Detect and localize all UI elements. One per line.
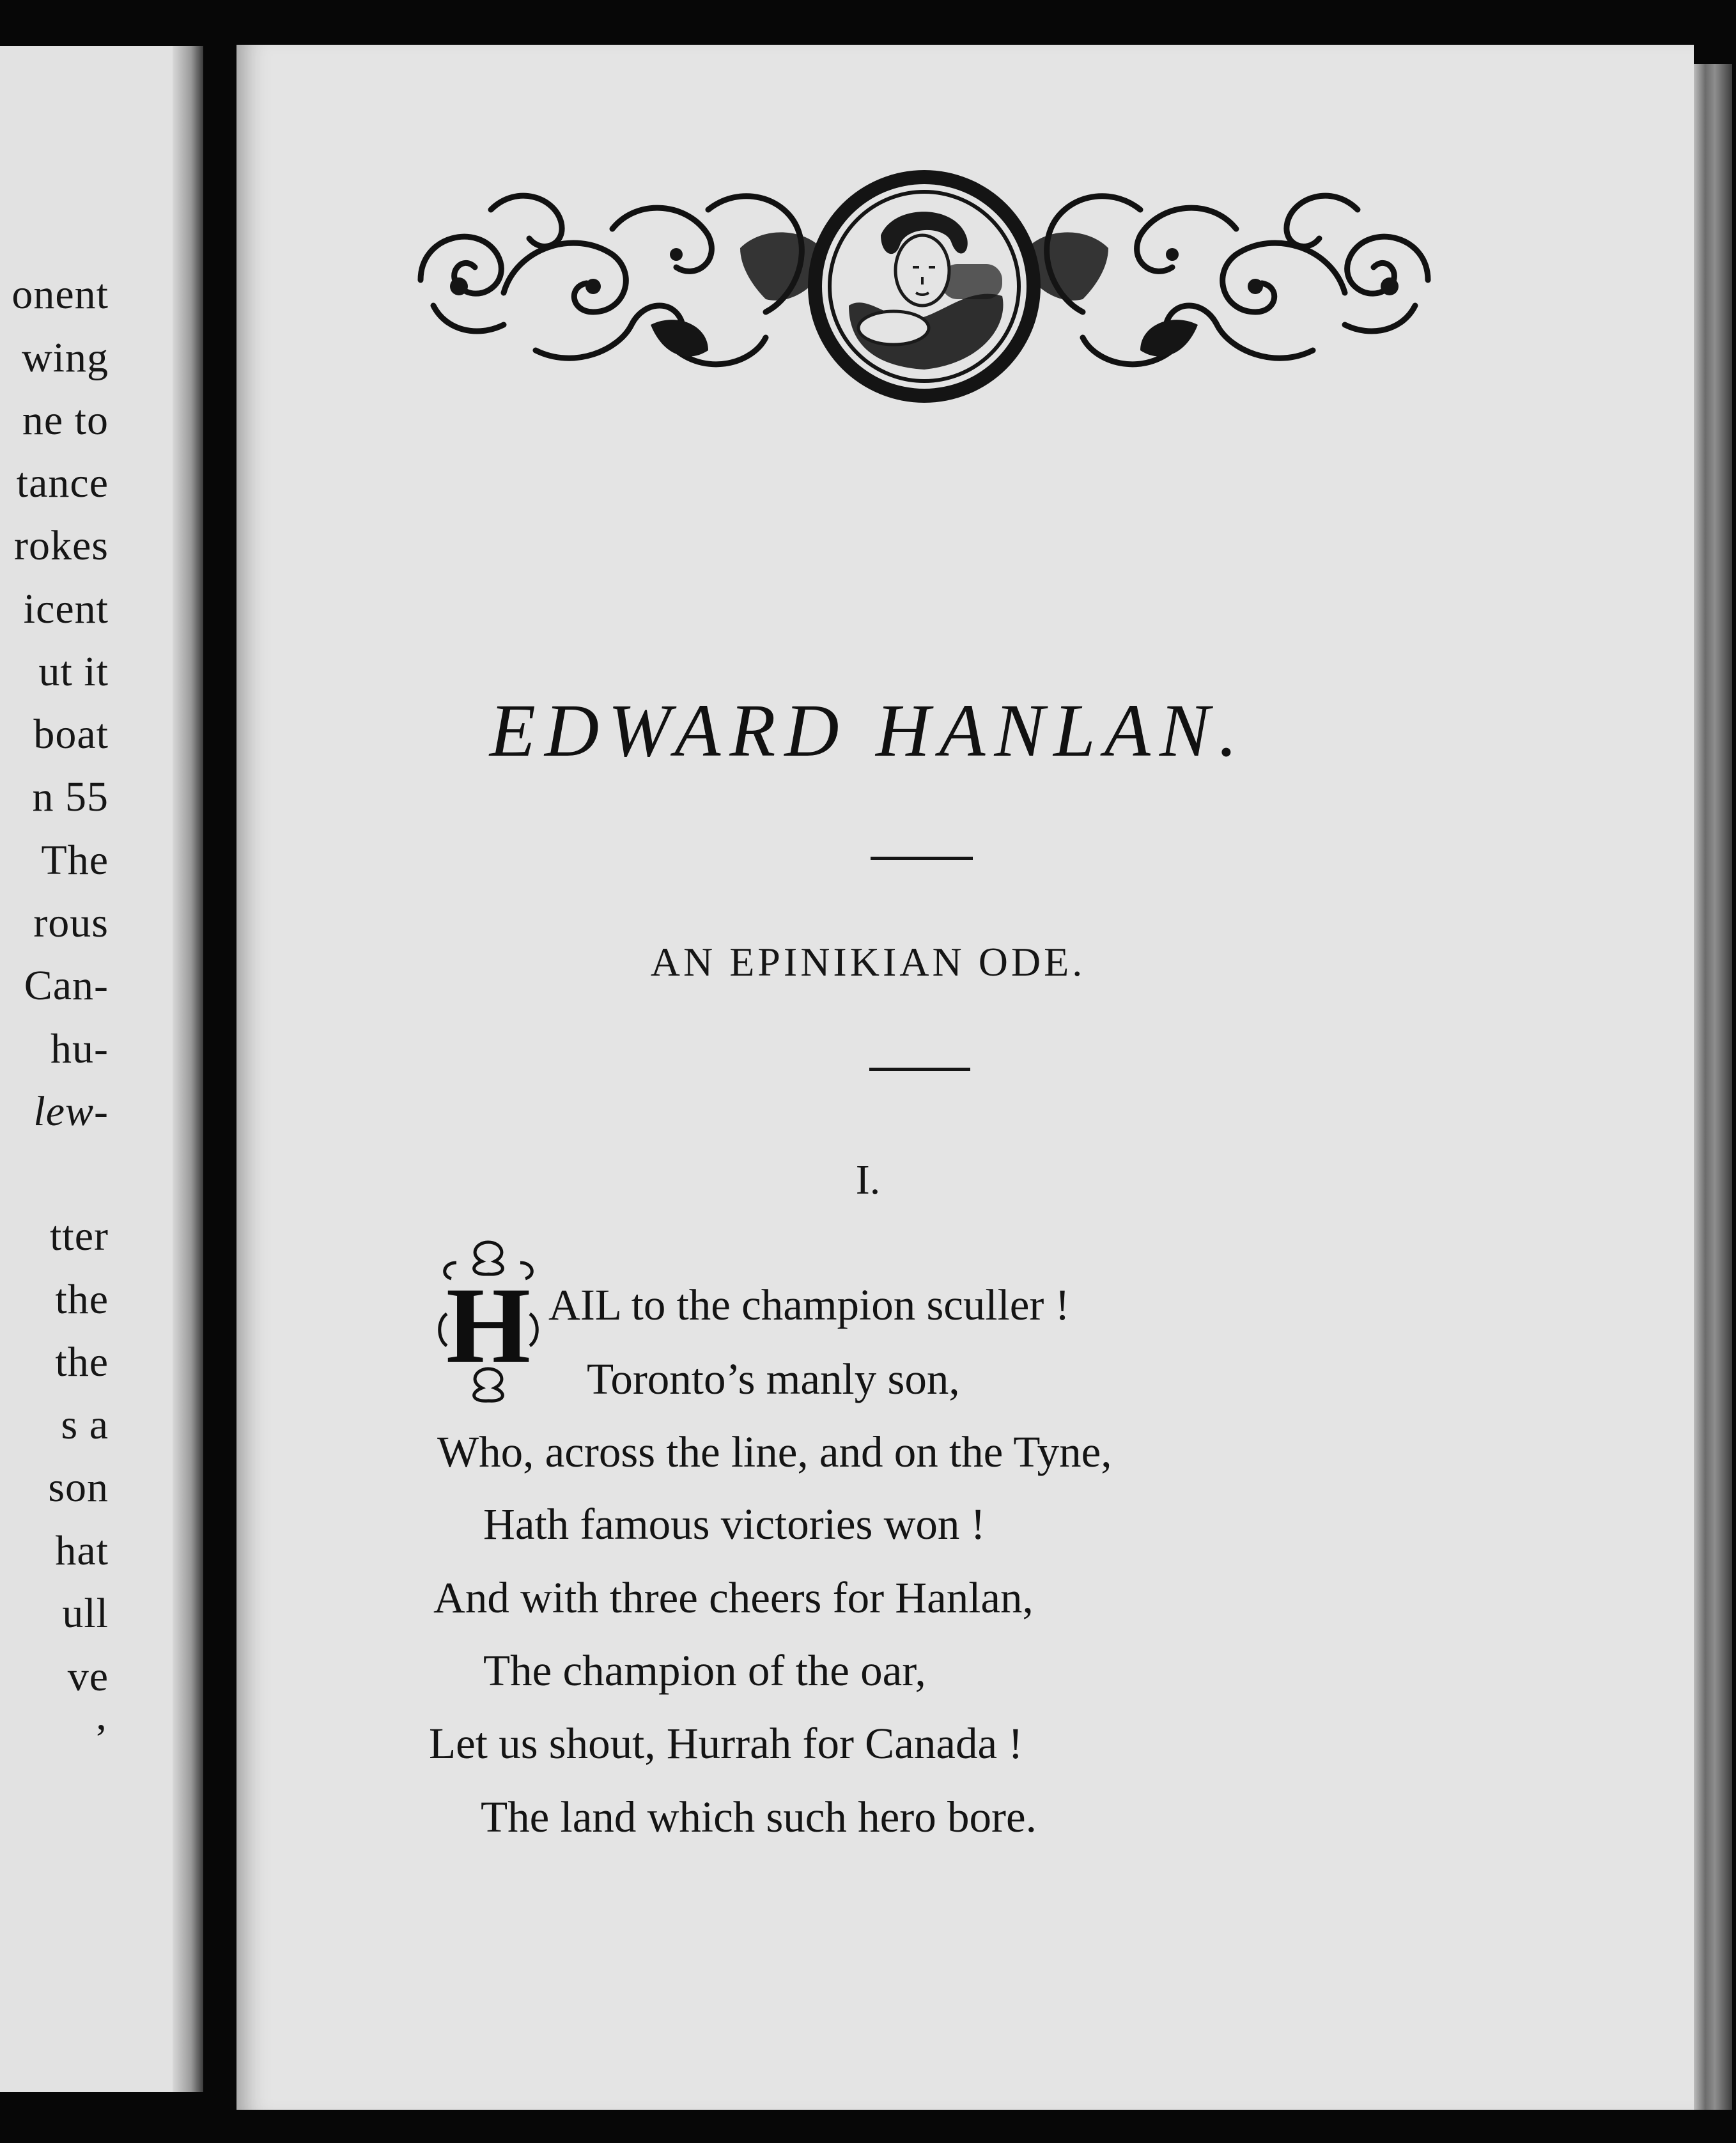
page-edge <box>1694 64 1732 2110</box>
book-gutter <box>173 46 203 2092</box>
page-subtitle: AN EPINIKIAN ODE. <box>650 939 1086 985</box>
previous-page-line: The <box>41 837 109 884</box>
previous-page-line: hu- <box>50 1025 109 1072</box>
previous-page-line: tance <box>16 460 109 506</box>
previous-page-line: son <box>48 1464 109 1511</box>
verse-line-2: Toronto’s manly son, <box>587 1355 960 1403</box>
previous-page-line: the <box>55 1339 109 1385</box>
previous-page-line: s a <box>61 1401 109 1448</box>
verse-line-4: Hath famous victories won ! <box>483 1500 986 1548</box>
previous-page-line: lew- <box>33 1088 109 1135</box>
previous-page-line: ’ <box>94 1716 109 1763</box>
verse-line-8: The land which such hero bore. <box>481 1793 1037 1841</box>
previous-page-line: ne to <box>22 397 109 444</box>
verse-line-3: Who, across the line, and on the Tyne, <box>437 1428 1112 1476</box>
previous-page-line: ut it <box>38 648 109 695</box>
previous-page-line: rokes <box>14 522 109 569</box>
previous-page-line: the <box>55 1276 109 1323</box>
dropcap-ornament <box>437 1237 539 1407</box>
previous-page-line: boat <box>33 711 109 758</box>
previous-page-line: rous <box>33 900 109 946</box>
previous-page-line: ull <box>62 1590 109 1637</box>
previous-page-line: tter <box>50 1213 109 1259</box>
stanza-number: I. <box>855 1157 881 1203</box>
dropcap-letter: H <box>446 1265 531 1385</box>
previous-page-line: onent <box>12 271 109 318</box>
verse-line-7: Let us shout, Hurrah for Canada ! <box>429 1719 1023 1768</box>
title-rule <box>871 857 973 860</box>
previous-page-fragment <box>0 46 203 2092</box>
previous-page-line: icent <box>23 586 109 632</box>
previous-page-line: wing <box>22 334 109 381</box>
previous-page-line: Can- <box>24 962 109 1009</box>
subtitle-rule <box>869 1068 970 1071</box>
verse-line-1: AIL to the champion sculler ! <box>548 1281 1070 1329</box>
ornament-headpiece <box>408 159 1441 414</box>
verse-line-6: The champion of the oar, <box>483 1646 926 1695</box>
previous-page-line: n 55 <box>32 774 109 820</box>
verse-line-5: And with three cheers for Hanlan, <box>433 1573 1034 1622</box>
previous-page-line: ve <box>67 1653 109 1700</box>
previous-page-line: hat <box>55 1527 109 1574</box>
page-title: EDWARD HANLAN. <box>489 689 1247 772</box>
